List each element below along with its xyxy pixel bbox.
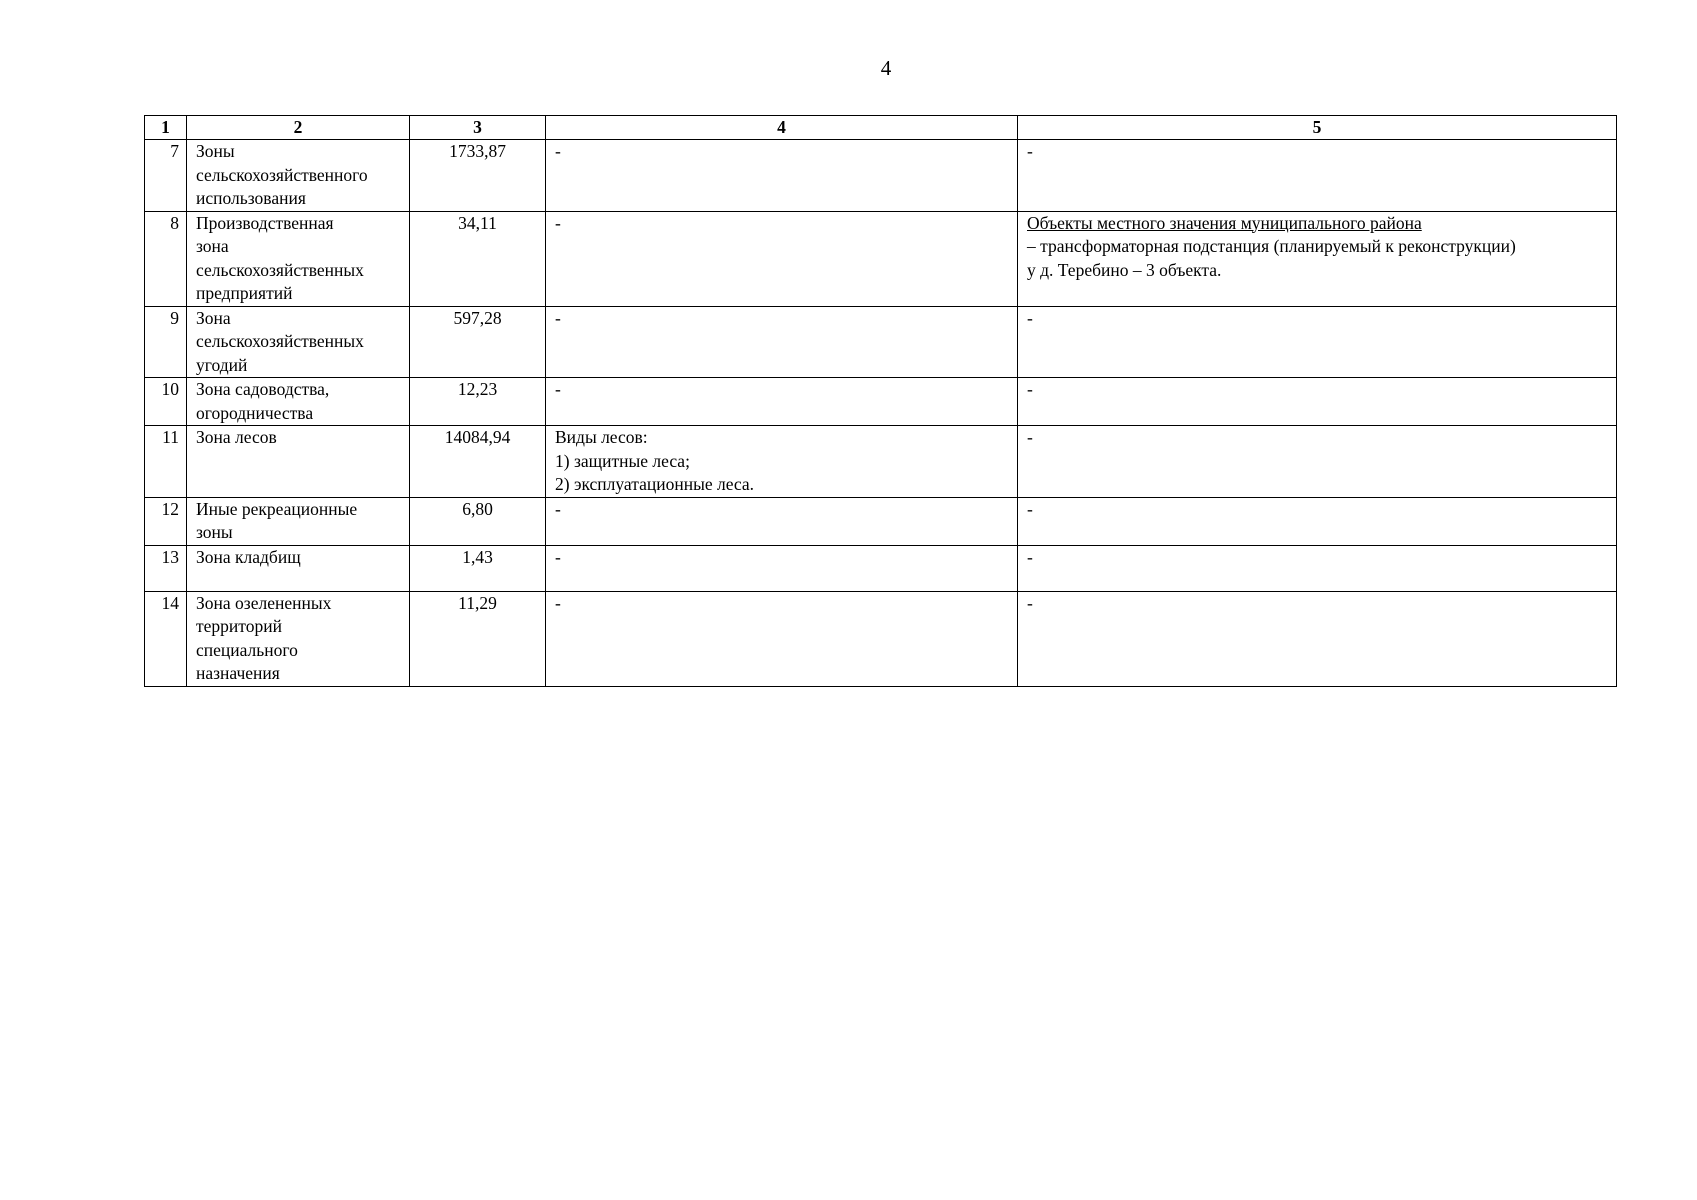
characteristics-cell (546, 426, 1018, 498)
characteristics-cell (546, 140, 1018, 212)
zone-name-line: Зона озелененных (196, 592, 332, 613)
zone-name-line: использования (196, 188, 306, 208)
characteristics-line: - (555, 498, 561, 519)
objects-line: - (1027, 546, 1033, 567)
zone-name-line: Зона садоводства, (196, 379, 330, 399)
zone-name-line: специального (196, 639, 298, 660)
table-row (145, 140, 1617, 212)
characteristics-cell (546, 545, 1018, 591)
characteristics-cell (546, 497, 1018, 545)
header-cell: 3 (410, 116, 546, 140)
zone-name-line: предприятий (196, 283, 293, 303)
area-cell: 1733,87 (410, 140, 546, 212)
page-number: 4 (880, 56, 892, 80)
objects-line: - (1027, 592, 1033, 613)
zone-name-cell (187, 591, 410, 686)
zone-name-line: сельскохозяйственных (196, 259, 364, 280)
objects-cell (1018, 426, 1617, 498)
header-cell: 5 (1018, 116, 1617, 140)
zone-name-cell (187, 497, 410, 545)
objects-line: - (1027, 427, 1033, 447)
characteristics-line: - (555, 592, 561, 613)
characteristics-line: 1) защитные леса; (555, 450, 690, 471)
table-row (145, 497, 1617, 545)
row-number-cell: 11 (145, 426, 187, 498)
zone-name-line: Зоны (196, 141, 235, 161)
zone-name-cell (187, 306, 410, 378)
area-cell: 6,80 (410, 497, 546, 545)
zone-name-cell (187, 211, 410, 306)
row-number-cell: 9 (145, 306, 187, 378)
table-row (145, 545, 1617, 591)
objects-heading: Объекты местного значения муниципального района (1027, 212, 1422, 233)
zone-name-line: сельскохозяйственного (196, 164, 368, 185)
row-number-cell: 12 (145, 497, 187, 545)
characteristics-line: Виды лесов: (555, 427, 648, 447)
row-number-cell: 8 (145, 211, 187, 306)
table-row (145, 591, 1617, 686)
zone-name-line: Зона (196, 307, 231, 328)
table-row (145, 426, 1617, 498)
objects-line: - (1027, 141, 1033, 161)
characteristics-line: - (555, 379, 561, 399)
objects-line: - (1027, 379, 1033, 399)
characteristics-line: 2) эксплуатационные леса. (555, 474, 755, 494)
area-cell: 597,28 (410, 306, 546, 378)
objects-line: у д. Теребино – 3 объекта. (1027, 259, 1222, 280)
zone-name-cell (187, 426, 410, 498)
zone-name-cell (187, 140, 410, 212)
zone-name-cell (187, 545, 410, 591)
characteristics-cell (546, 591, 1018, 686)
area-cell: 1,43 (410, 545, 546, 591)
zone-name-line: назначения (196, 663, 280, 683)
area-cell: 12,23 (410, 378, 546, 426)
characteristics-cell (546, 378, 1018, 426)
row-number-cell: 10 (145, 378, 187, 426)
zone-name-line: Зона кладбищ (196, 546, 301, 567)
area-cell: 14084,94 (410, 426, 546, 498)
characteristics-line: - (555, 546, 561, 567)
area-cell: 11,29 (410, 591, 546, 686)
characteristics-line: - (555, 141, 561, 161)
area-cell: 34,11 (410, 211, 546, 306)
zone-name-cell (187, 378, 410, 426)
objects-line: - (1027, 307, 1033, 328)
zones-table (144, 115, 1617, 687)
characteristics-line: - (555, 212, 561, 233)
objects-cell (1018, 591, 1617, 686)
table-row (145, 306, 1617, 378)
characteristics-cell (546, 211, 1018, 306)
row-number-cell: 13 (145, 545, 187, 591)
zone-name-line: территорий (196, 616, 282, 636)
row-number-cell: 14 (145, 591, 187, 686)
table-body (145, 140, 1617, 687)
objects-cell (1018, 211, 1617, 306)
zone-name-line: Зона лесов (196, 427, 277, 447)
header-cell: 4 (546, 116, 1018, 140)
table-row (145, 211, 1617, 306)
objects-cell (1018, 140, 1617, 212)
zone-name-line: зоны (196, 522, 233, 542)
objects-cell (1018, 378, 1617, 426)
header-cell: 2 (187, 116, 410, 140)
table-header-row (145, 116, 1617, 140)
objects-line: - (1027, 498, 1033, 519)
zone-name-line: Иные рекреационные (196, 498, 358, 519)
zone-name-line: огородничества (196, 402, 314, 423)
zone-name-line: сельскохозяйственных (196, 331, 364, 351)
zone-name-line: Производственная (196, 212, 334, 233)
table-row (145, 378, 1617, 426)
characteristics-cell (546, 306, 1018, 378)
row-number-cell: 7 (145, 140, 187, 212)
characteristics-line: - (555, 307, 561, 328)
zone-name-line: угодий (196, 354, 248, 375)
objects-cell (1018, 545, 1617, 591)
zone-name-line: зона (196, 236, 229, 256)
objects-cell (1018, 306, 1617, 378)
objects-cell (1018, 497, 1617, 545)
objects-line: – трансформаторная подстанция (планируемый к реконструкции) (1027, 236, 1516, 256)
header-cell: 1 (145, 116, 187, 140)
